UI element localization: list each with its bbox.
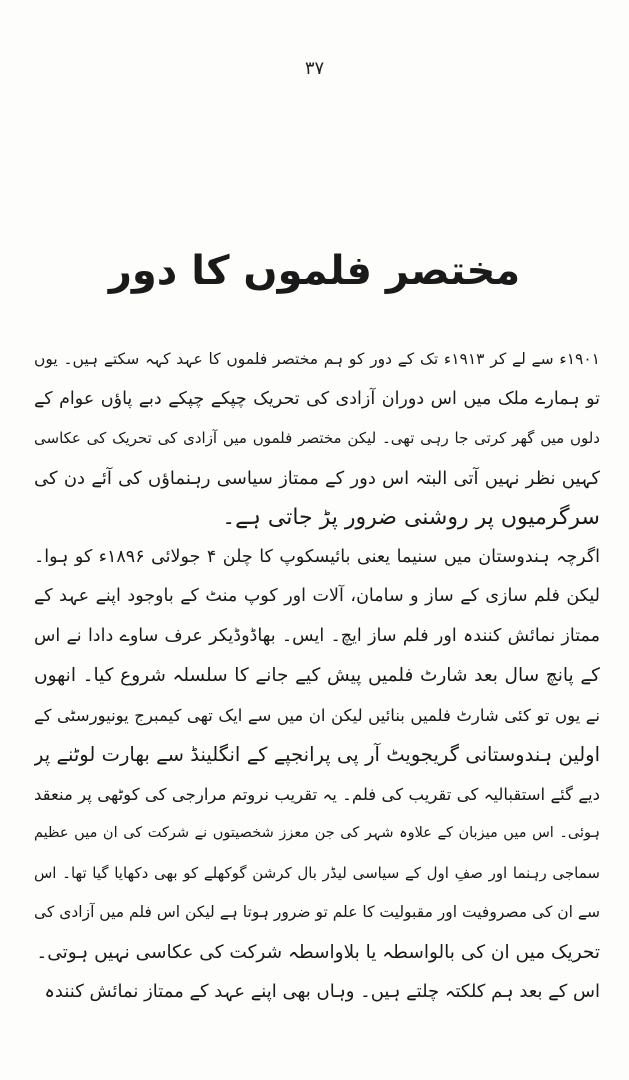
text-line: ممتاز نمائش کنندہ اور فلم ساز ایچ۔ ایس۔ بھاڈوڈیکر عرف ساوے دادا نے اس — [34, 625, 600, 646]
text-line: کہیں نظر نہیں آتی البتہ اس دور کے ممتاز سیاسی رہنماؤں کی آئے دن کی — [34, 467, 600, 489]
body-text — [34, 340, 600, 1012]
text-line: ہوئی۔ اس میں میزبان کے علاوہ شہر کی جن معزز شخصیتوں نے شرکت کی ان میں عظیم — [34, 825, 600, 841]
text-line: تو ہمارے ملک میں اس دوران آزادی کی تحریک چپکے چپکے دبے پاؤں عوام کے — [34, 388, 600, 409]
text-line: سماجی رہنما اور صفِ اول کے سیاسی لیڈر بال کرشن گوکھلے کو بھی دکھایا گیا تھا۔ اس — [34, 863, 600, 882]
text-line: سے ان کی مصروفیت اور مقبولیت کا علم تو ضرور ہوتا ہے لیکن اس فلم میں آزادی کی — [34, 903, 600, 921]
text-line: تحریک میں ان کی بالواسطہ یا بلاواسطہ شرکت کی عکاسی نہیں ہوتی۔ — [36, 941, 600, 963]
text-line: نے یوں تو کئی شارٹ فلمیں بنائیں لیکن ان میں سے ایک تھی کیمبرج یونیورسٹی کے — [34, 705, 600, 725]
text-line: دلوں میں گھر کرتی جا رہی تھی۔ لیکن مختصر فلموں میں آزادی کی تحریک کی عکاسی — [34, 429, 600, 447]
chapter-title: مختصر فلموں کا دور — [108, 248, 521, 294]
text-line: اولین ہندوستانی گریجویٹ آر پی پرانجپے کے انگلینڈ سے بھارت لوٹنے پر — [34, 743, 600, 766]
text-line: کے پانچ سال بعد شارٹ فلمیں پیش کیے جانے کا سلسلہ شروع کیا۔ انھوں — [34, 665, 600, 686]
text-line: اس کے بعد ہم کلکتہ چلتے ہیں۔ وہاں بھی اپنے عہد کے ممتاز نمائش کنندہ — [44, 981, 600, 1002]
text-line: اگرچہ ہندوستان میں سنیما یعنی بائیسکوپ کا چلن ۴ جولائی ۱۸۹۶ء کو ہوا۔ — [34, 546, 600, 567]
text-line: دیے گئے استقبالیہ کی تقریب کی فلم۔ یہ تقریب نروتم مرارجی کی کوٹھی پر منعقد — [34, 784, 600, 804]
page-number: ٣٧ — [304, 58, 325, 79]
text-line: ۱۹۰۱ء سے لے کر ۱۹۱۳ء تک کے دور کو ہم مختصر فلموں کا عہد کہہ سکتے ہیں۔ یوں — [34, 350, 600, 368]
text-line: لیکن فلم سازی کے ساز و سامان، آلات اور کوپ منٹ کے باوجود اپنے عہد کے — [34, 586, 600, 606]
text-line: سرگرمیوں پر روشنی ضرور پڑ جاتی ہے۔ — [222, 505, 600, 530]
